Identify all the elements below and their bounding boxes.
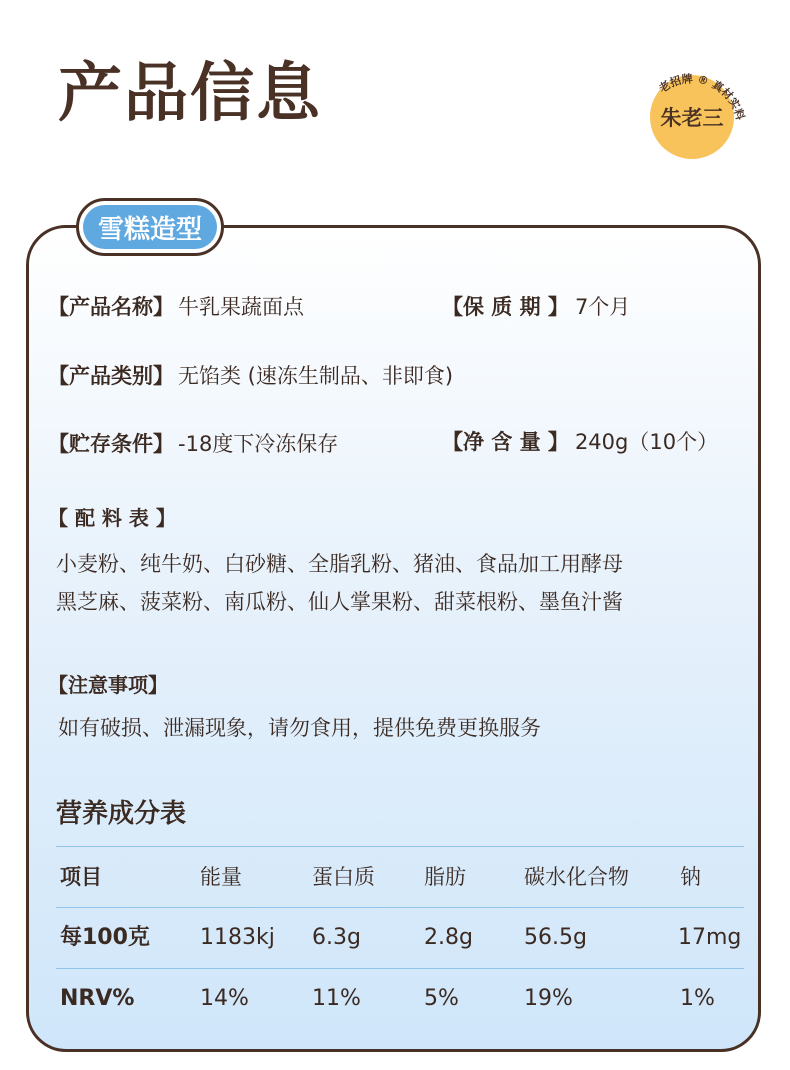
- nutrition-cell: 56.5g: [524, 925, 587, 950]
- brand-seal-logo: [640, 55, 750, 165]
- notice-text: 如有破损、泄漏现象，请勿食用，提供免费更换服务: [58, 716, 541, 740]
- nutrition-cell: NRV%: [60, 986, 135, 1011]
- storage-label: 【贮存条件】: [48, 432, 174, 456]
- product-name-row: [48, 297, 304, 318]
- storage-row: [48, 434, 338, 455]
- nutrition-header-row: [56, 846, 744, 907]
- shelf-life-value: 7个月: [574, 295, 631, 319]
- product-name-value: 牛乳果蔬面点: [178, 295, 304, 319]
- nutrition-header-cell: 能量: [200, 865, 242, 889]
- net-content-row: [442, 432, 718, 453]
- style-tag-label: 雪糕造型: [83, 205, 217, 249]
- product-category-value: 无馅类 (速冻生制品、非即食): [178, 364, 454, 388]
- style-tag: [76, 198, 224, 256]
- product-name-label: 【产品名称】: [48, 295, 174, 319]
- nutrition-header-cell: 钠: [680, 865, 701, 889]
- net-content-value: 240g（10个）: [574, 430, 719, 454]
- product-category-label: 【产品类别】: [48, 364, 174, 388]
- nutrition-header-cell: 碳水化合物: [524, 865, 629, 889]
- notice-label: 【注意事项】: [48, 673, 168, 697]
- nutrition-header-cell: 蛋白质: [312, 865, 375, 889]
- ingredients-label: 【 配 料 表 】: [48, 506, 176, 530]
- nutrition-cell: 2.8g: [424, 925, 473, 950]
- nutrition-cell: 17mg: [678, 925, 742, 950]
- page-title: 产品信息: [58, 57, 322, 131]
- nutrition-cell: 14%: [200, 986, 249, 1011]
- svg-text:朱老三: 朱老三: [660, 105, 724, 130]
- nutrition-cell: 11%: [312, 986, 361, 1011]
- nutrition-row-per100g: [56, 907, 744, 968]
- ingredients-line-2: 黑芝麻、菠菜粉、南瓜粉、仙人掌果粉、甜菜根粉、墨鱼汁酱: [56, 590, 623, 614]
- nutrition-table: [56, 846, 744, 1029]
- nutrition-cell: 1183kj: [200, 925, 275, 950]
- shelf-life-row: [442, 297, 630, 318]
- nutrition-cell: 5%: [424, 986, 459, 1011]
- net-content-label: 【净 含 量 】: [442, 430, 569, 454]
- nutrition-cell: 1%: [680, 986, 715, 1011]
- shelf-life-label: 【保 质 期 】: [442, 295, 569, 319]
- nutrition-header-cell: 项目: [60, 865, 102, 889]
- nutrition-title: 营养成分表: [56, 799, 187, 829]
- nutrition-header-cell: 脂肪: [424, 865, 466, 889]
- storage-value: -18度下冷冻保存: [178, 432, 339, 456]
- nutrition-cell: 6.3g: [312, 925, 361, 950]
- ingredients-line-1: 小麦粉、纯牛奶、白砂糖、全脂乳粉、猪油、食品加工用酵母: [56, 552, 623, 576]
- nutrition-cell: 19%: [524, 986, 573, 1011]
- nutrition-row-nrv: [56, 968, 744, 1029]
- svg-text:老招牌 ® 真材实料: 老招牌 ® 真材实料: [656, 72, 747, 122]
- nutrition-cell: 每100克: [60, 925, 150, 950]
- product-category-row: [48, 366, 453, 387]
